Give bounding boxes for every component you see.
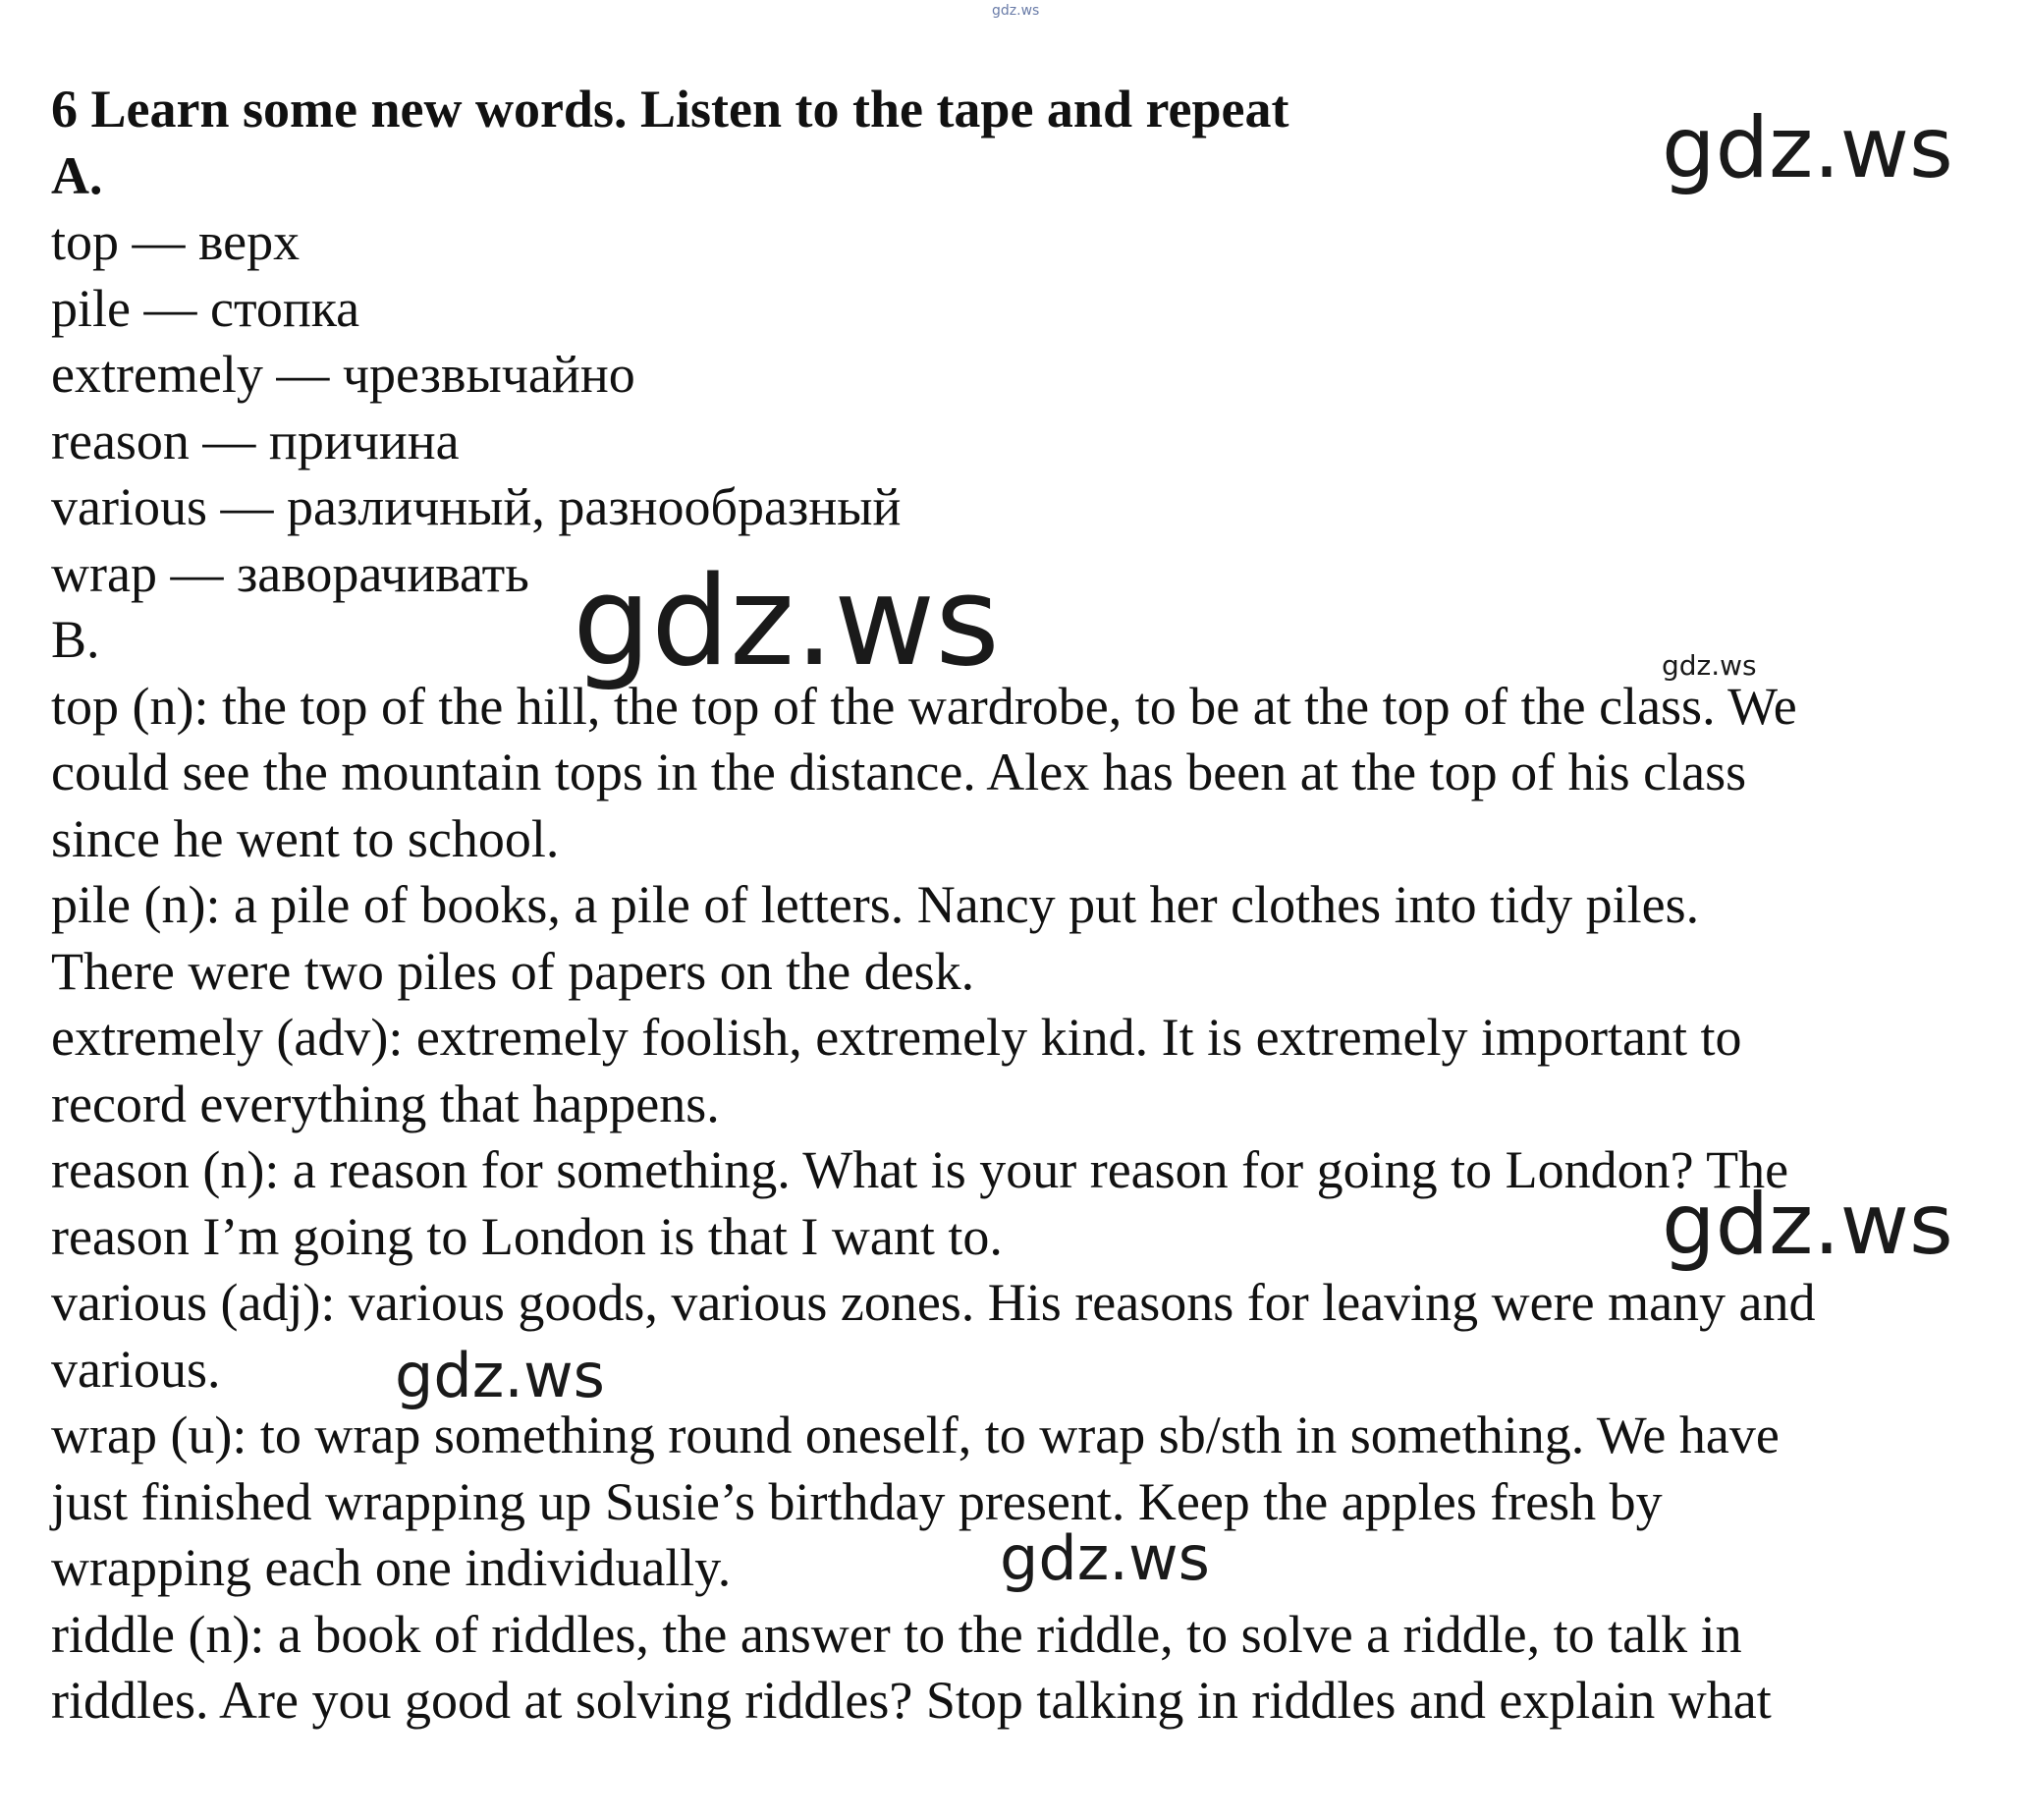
example-line: wrap (u): to wrap something round oneself, to wrap sb/sth in something. We have	[51, 1406, 1780, 1464]
example-line: riddle (n): a book of riddles, the answer to the riddle, to solve a riddle, to talk in	[51, 1604, 1742, 1664]
section-a-label: A.	[51, 145, 103, 205]
example-line: pile (n): a pile of books, a pile of letters. Nancy put her clothes into tidy piles.	[51, 875, 1700, 934]
watermark-large-mid: gdz.ws	[1662, 1176, 1953, 1274]
watermark-huge: gdz.ws	[573, 549, 1000, 693]
example-line: extremely (adv): extremely foolish, extremely kind. It is extremely important to	[51, 1008, 1742, 1067]
watermark-large-top: gdz.ws	[1662, 99, 1953, 197]
watermark-mid-right: gdz.ws	[1000, 1522, 1210, 1594]
example-line: just finished wrapping up Susie’s birthday present. Keep the apples fresh by	[51, 1471, 1663, 1531]
example-line: riddles. Are you good at solving riddles? Stop talking in riddles and explain what	[51, 1671, 1772, 1730]
example-line: various (adj): various goods, various zones. His reasons for leaving were many and	[51, 1273, 1816, 1332]
example-line: various.	[51, 1339, 221, 1399]
watermark-small: gdz.ws	[1662, 649, 1757, 682]
vocabulary-item: wrap — заворачивать	[51, 543, 529, 603]
example-line: There were two piles of papers on the desk.	[51, 941, 975, 1001]
watermark-top-tiny: gdz.ws	[992, 3, 1040, 19]
exercise-heading: 6 Learn some new words. Listen to the tape and repeat	[51, 80, 1289, 138]
vocabulary-item: various — различный, разнообразный	[51, 477, 902, 536]
exercise-text	[51, 77, 1996, 1735]
example-line: since he went to school.	[51, 808, 560, 868]
example-line: reason (n): a reason for something. What is your reason for going to London? The	[51, 1140, 1789, 1199]
example-line: wrapping each one individually.	[51, 1538, 732, 1597]
vocabulary-item: reason — причина	[51, 411, 460, 470]
vocabulary-item: pile — стопка	[51, 278, 360, 338]
example-line: could see the mountain tops in the distance. Alex has been at the top of his class	[51, 743, 1747, 801]
example-line: top (n): the top of the hill, the top of the wardrobe, to be at the top of the class. We	[51, 676, 1797, 736]
watermark-mid-left: gdz.ws	[395, 1340, 605, 1411]
example-line: reason I’m going to London is that I want to.	[51, 1206, 1003, 1266]
vocabulary-item: top — верх	[51, 212, 301, 271]
section-b-label: B.	[51, 610, 100, 669]
example-line: record everything that happens.	[51, 1074, 720, 1133]
vocabulary-item: extremely — чрезвычайно	[51, 345, 635, 404]
